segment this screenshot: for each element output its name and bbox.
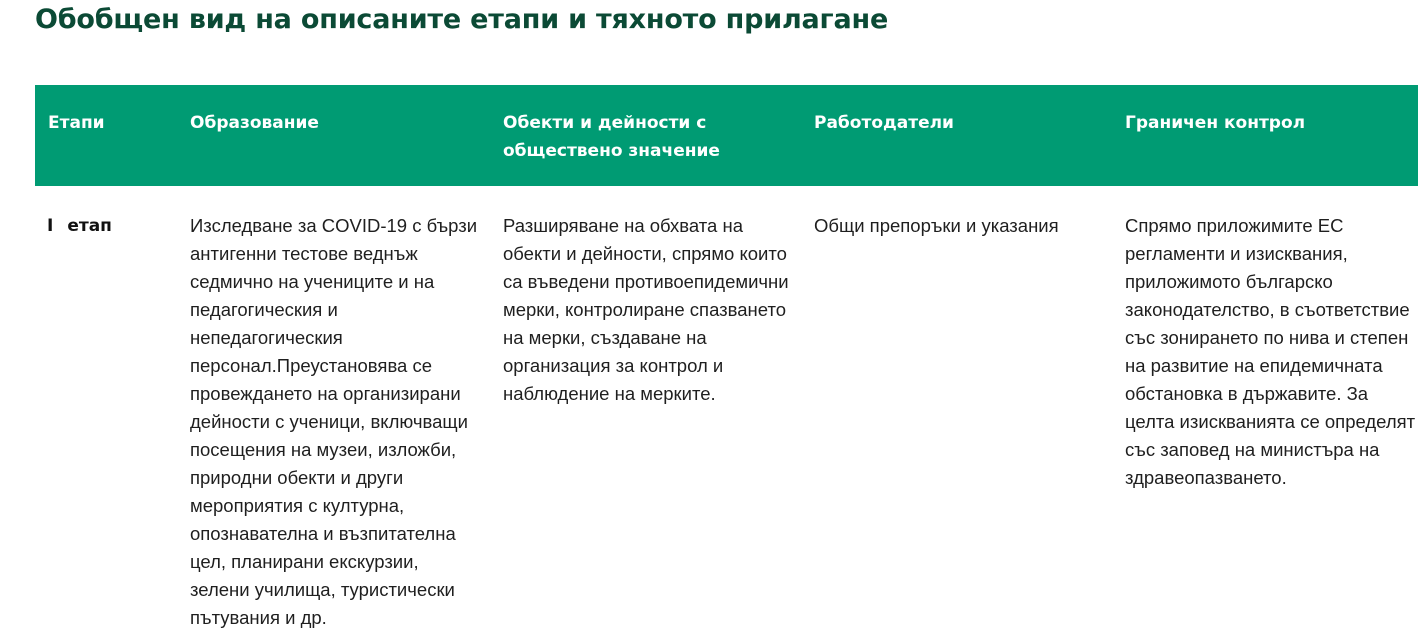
cell-public-sites: Разширяване на обхвата на обекти и дейности, спрямо които са въведени противоепидемични мерки, контролиране спазването на мерки, създаване на организация за контрол и наблюдение на мерките. <box>503 215 789 404</box>
stages-table <box>35 85 1418 632</box>
header-public-sites: Обекти и дейности с обществено значение <box>503 113 720 161</box>
table-body <box>35 186 1418 632</box>
table-row <box>35 186 1418 632</box>
cell-education: Изследване за COVID-19 с бързи антигенни тестове веднъж седмично на учениците и на педагогическия и непедагогическия персонал.Преустановява се провеждането на организирани дейности с ученици, включващи посещения на музеи, изложби, природни обекти и други мероприятия с културна, опознавателна и възпитателна цел, планирани екскурзии, зелени училища, туристически пътувания и др. <box>190 215 478 628</box>
header-employers: Работодатели <box>814 113 954 133</box>
header-education: Образование <box>190 113 319 133</box>
cell-employers: Общи препоръки и указания <box>814 215 1059 236</box>
header-stages: Етапи <box>48 113 105 133</box>
page-title: Обобщен вид на описаните етапи и тяхното прилагане <box>35 4 889 35</box>
stage-word: етап <box>67 216 112 236</box>
table-header-row <box>35 85 1418 186</box>
stage-label-cell <box>35 186 177 632</box>
stage-roman: I <box>47 216 54 236</box>
table-header <box>35 85 1418 186</box>
header-border-control: Граничен контрол <box>1125 113 1306 133</box>
cell-border-control: Спрямо приложимите ЕС регламенти и изисквания, приложимото българско законодателство, в съответствие със зонирането по нива и степен на развитие на епидемичната обстановка в държавите. За целта изискванията се определят със заповед на министъра на здравеопазването. <box>1125 215 1416 488</box>
